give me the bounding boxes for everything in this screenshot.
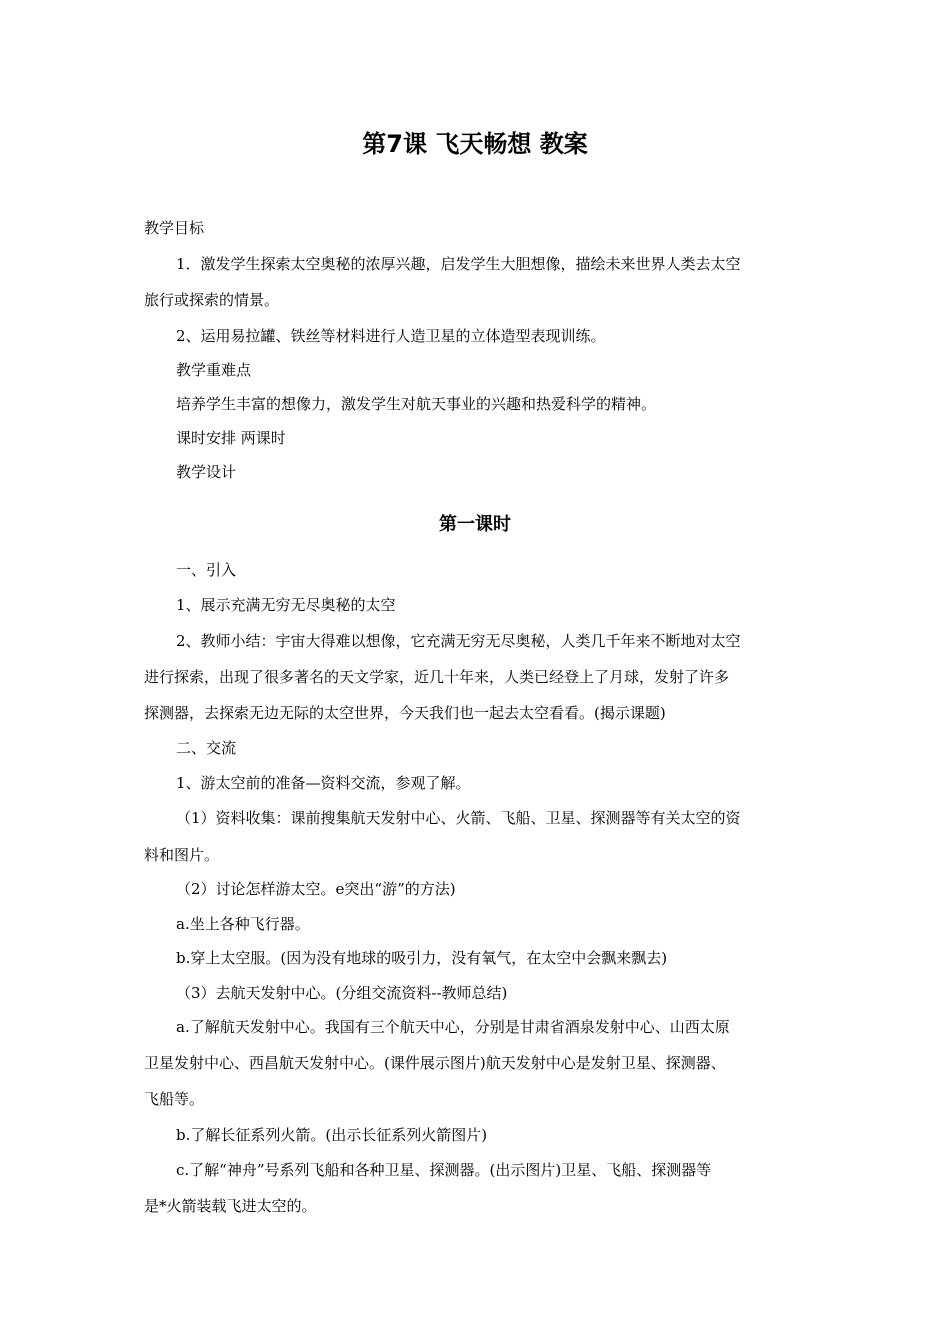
- schedule: 课时安排 两课时: [176, 429, 286, 447]
- objective-2: 2、运用易拉罐、铁丝等材料进行人造卫星的立体造型表现训练。: [176, 327, 606, 345]
- visit-b: b.了解长征系列火箭。(出示长征系列火箭图片): [176, 1126, 488, 1144]
- visit-a-line-1: a.了解航天发射中心。我国有三个航天中心，分别是甘肃省酒泉发射中心、山西太原: [176, 1018, 730, 1036]
- collect-line-1: （1）资料收集：课前搜集航天发射中心、火箭、飞船、卫星、探测器等有关太空的资: [176, 809, 741, 827]
- visit-a-line-3: 飞船等。: [144, 1090, 205, 1108]
- visit-c-line-1: c.了解“神舟”号系列飞船和各种卫星、探测器。(出示图片)卫星、飞船、探测器等: [176, 1161, 712, 1179]
- intro-heading: 一、引入: [176, 561, 237, 579]
- key-points-text: 培养学生丰富的想像力，激发学生对航天事业的兴趣和热爱科学的精神。: [176, 395, 657, 413]
- visit: （3）去航天发射中心。(分组交流资料--教师总结): [176, 984, 508, 1002]
- exchange-heading: 二、交流: [176, 739, 237, 757]
- intro-item-2-line-3: 探测器，去探索无边无际的太空世界，今天我们也一起去太空看看。(揭示课题): [144, 704, 666, 722]
- key-points-heading: 教学重难点: [176, 361, 252, 379]
- objective-1-line-2: 旅行或探索的情景。: [144, 291, 280, 309]
- exchange-item-1: 1、游太空前的准备—资料交流，参观了解。: [176, 774, 471, 792]
- objectives-heading: 教学目标: [144, 219, 205, 237]
- visit-c-line-2: 是*火箭装载飞进太空的。: [144, 1197, 317, 1215]
- objective-1-line-1: 1．激发学生探索太空奥秘的浓厚兴趣，启发学生大胆想像，描绘未来世界人类去太空: [176, 255, 741, 273]
- page-title: 第7课 飞天畅想 教案: [362, 130, 588, 158]
- intro-item-2-line-1: 2、教师小结：宇宙大得难以想像，它充满无穷无尽奥秘，人类几千年来不断地对太空: [176, 632, 741, 650]
- lesson-1-heading: 第一课时: [439, 514, 511, 535]
- collect-line-2: 料和图片。: [144, 846, 220, 864]
- discuss-b: b.穿上太空服。(因为没有地球的吸引力，没有氧气，在太空中会飘来飘去): [176, 949, 668, 967]
- intro-item-2-line-2: 进行探索，出现了很多著名的天文学家，近几十年来，人类已经登上了月球，发射了许多: [144, 668, 730, 686]
- discuss-a: a.坐上各种飞行器。: [176, 915, 310, 933]
- visit-a-line-2: 卫星发射中心、西昌航天发射中心。(课件展示图片)航天发射中心是发射卫星、探测器、: [144, 1054, 726, 1072]
- discuss: （2）讨论怎样游太空。e突出“游”的方法): [176, 880, 456, 898]
- intro-item-1: 1、展示充满无穷无尽奥秘的太空: [176, 596, 396, 614]
- design-heading: 教学设计: [176, 463, 237, 481]
